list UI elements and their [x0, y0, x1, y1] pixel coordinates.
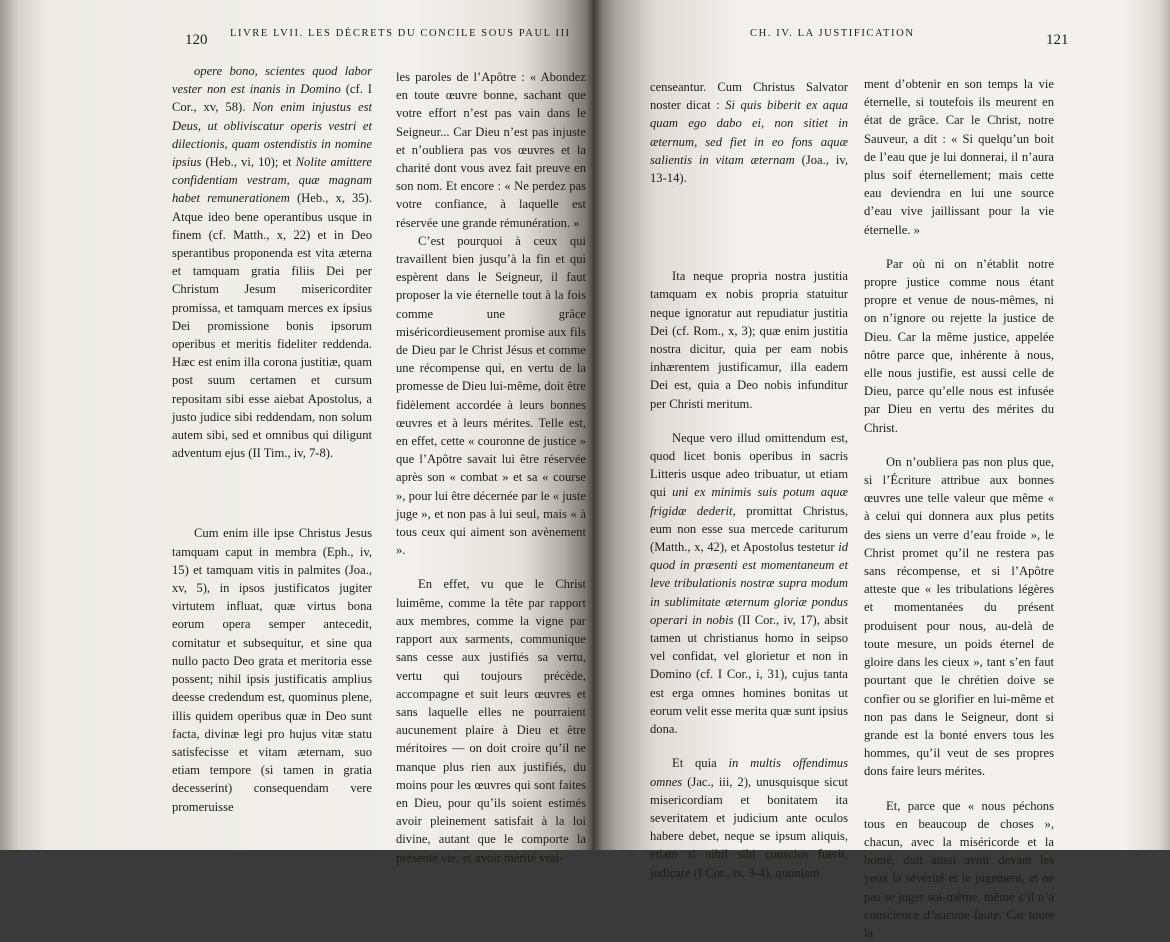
latin-column	[650, 78, 848, 882]
paragraph-gap	[396, 559, 586, 575]
text-run: En effet, vu que le Christ luimême, comme la tête par rapport aux membres, comme la vigne par rapport aux sarments, communique sans cesse aux justifiés sa vertu, vertu qui toujours précède, accompagne et suit leurs œuvres et sans laquelle elles ne pourraient aucunement plaire à Dieu et être méritoires — on doit croire qu’il ne manque plus rien aux justifiés, du moins pour les œuvres qui sont faites en Dieu, pour qu’ils soient estimés avoir pleinement satisfait à la loi divine, autant que le comporte la présente vie, et avoir mérité vrai-	[396, 577, 586, 865]
text-run: uni ex minimis suis potum aquæ frigidæ dederit	[650, 485, 848, 518]
latin-column	[172, 62, 372, 816]
paragraph	[864, 255, 1054, 437]
paragraph-gap	[864, 437, 1054, 453]
paragraph	[396, 575, 586, 866]
text-run: Nolite amittere confidentiam vestram, quæ magnam habet remunerationem	[172, 155, 372, 206]
french-column	[864, 75, 1054, 942]
text-run: (Heb., x, 35). Atque ideo bene operantibus usque in finem (cf. Matth., x, 22) et in Deo sperantibus proponenda est vita æterna et tamquam gratia filiis Dei per Christum Jesum misericorditer promissa, et tamquam merces ex ipsius Dei promissione bonis ipsorum operibus et meritis fideliter reddenda. Hæc est enim illa corona justitiæ, quam post suum certamen et cursum repositam sibi esse aiebat Apostolus, a justo judice sibi reddendam, non solum autem sibi, sed et omnibus qui diligunt adventum ejus (II Tim., iv, 7-8).	[172, 191, 372, 461]
text-run: (cf. I Cor., xv, 58).	[172, 82, 372, 115]
french-column	[396, 68, 586, 867]
text-run: On n’oubliera pas non plus que, si l’Écriture attribue aux bonnes œuvres une telle valeur que même « à celui qui donnera aux plus petits des siens un verre d’eau froide », le Christ promet qu’il ne restera pas sans récompense, et si l’Apôtre atteste que « les tribulations légères et momentanées du présent produisent pour nous, au-delà de toute mesure, un poids éternel de gloire dans les cieux », tant s’en faut pourtant que le chrétien doive se confier ou se glorifier en lui-même et non pas dans le Seigneur, dont si grande est la bonté envers tous les hommes, qu’il veut de ses propres dons faire leurs mérites.	[864, 454, 1054, 779]
paragraph	[650, 754, 848, 881]
text-run: id quod in præsenti est momentaneum et leve tribulationis nostræ supra modum in sublimitate æternum gloriæ pondus operari in nobis	[650, 540, 848, 627]
paragraph-gap	[650, 738, 848, 754]
text-run: ment d’obtenir en son temps la vie éternelle, si toutefois ils meurent en état de grâce. Car le Christ, notre Sauveur, a dit : « Si quelqu’un boit de l’eau que je lui donnerai, il n’aura plus soif éternellement; mais cette eau deviendra en lui une source d’eau vive jaillissant pour la vie éternelle. »	[864, 77, 1054, 237]
text-run: Non enim injustus est Deus, ut obliviscatur operis vestri et dilectionis, quam ostendistis in nomine ipsius	[172, 100, 372, 170]
text-run: (II Cor., iv, 17), absit tamen ut christianus homo in seipso vel confidat, vel glorietur et non in Domino (cf. I Cor., i, 31), cujus tanta est erga omnes homines bonitas ut eorum velit esse merita quæ sunt ipsius dona.	[650, 612, 848, 737]
book-gutter	[586, 0, 602, 850]
paragraph	[864, 453, 1054, 781]
text-run: Par où ni on n’établit notre propre justice comme nous étant propre et venue de nous-mêmes, ni on n’ignore ou rejette la justice de Dieu. Car la même justice, appelée nôtre parce que, inhérente à nous, elle nous justifie, est aussi celle de Dieu, parce qu’elle nous est infusée par Dieu en vertu des mérites du Christ.	[864, 256, 1054, 435]
text-run: in multis offendimus omnes	[650, 756, 849, 789]
text-run: Neque vero illud omittendum est, quod licet bonis operibus in sacris Litteris usque adeo tribuatur, ut etiam qui	[650, 430, 848, 500]
text-run: (Jac., iii, 2), unusquisque sicut misericordiam et bonitatem ita severitatem et judicium ante oculos habere debet, neque se ipsum aliquis, etiam si nihil sibi conscius fuerit, judicare (I Cor., iv, 3-4), quoniam	[650, 774, 848, 880]
text-run: opere bono, scientes quod labor vester non est inanis in Domino	[172, 64, 372, 97]
text-run: C’est pourquoi à ceux qui travaillent bien jusqu’à la fin et qui espèrent dans le Seigneur, il faut proposer la vie éternelle tout à la fois comme une grâce miséricordieusement promise aux fils de Dieu par le Christ Jésus et comme une récompense qui, en vertu de la promesse de Dieu lui-même, doit être fidèlement accordée à leurs bonnes œuvres et à leurs mérites. Telle est, en effet, cette « couronne de justice » que l’Apôtre savait lui être réservée après son « combat » et sa « course », pour lui être décernée par le « juste juge », et non pas à lui seul, mais « à tous ceux qui aiment son avènement ».	[396, 233, 586, 558]
text-run: (Joa., iv, 13-14).	[650, 152, 849, 186]
text-run: censeantur. Cum Christus Salvator noster dicat :	[650, 80, 848, 113]
left-page	[0, 0, 592, 865]
text-run: Et quia	[672, 756, 729, 771]
right-page	[592, 0, 1170, 940]
paragraph-gap	[864, 781, 1054, 797]
paragraph-gap	[864, 239, 1054, 255]
paragraph-gap	[172, 462, 372, 524]
text-run: , promittat Christus, eum non esse sua mercede cariturum (Matth., x, 42), et Apostolus testetur	[650, 503, 848, 555]
text-run: (Heb., vi, 10); et	[201, 155, 296, 170]
text-run: les paroles de l’Apôtre : « Abondez en toute œuvre bonne, sachant que votre effort n’est pas vain dans le Seigneur... Car Dieu n’est pas injuste et n’oubliera pas vos œuvres et la charité dont vous avez fait preuve en son nom. Et encore : « Ne perdez pas votre confiance, à laquelle est réservée une grande rémunération. »	[396, 70, 586, 230]
paragraph-gap	[650, 187, 848, 267]
paragraph	[396, 232, 586, 560]
paragraph	[864, 75, 1054, 239]
text-run: Ita neque propria nostra justitia tamquam ex nobis propria statuitur neque ignoratur aut repudiatur justitia Dei (cf. Rom., x, 3); quæ enim justitia nostra dicitur, quia per eam nobis inhærentem justificamur, illa eadem Dei est, quia a Deo nobis infunditur per Christi meritum.	[650, 269, 848, 411]
paragraph	[172, 524, 372, 815]
text-run: Cum enim ille ipse Christus Jesus tamquam caput in membra (Eph., iv, 15) et tamquam vitis in palmites (Joa., xv, 5), in ipsos justificatos jugiter virtutem influat, quæ virtus bona eorum opera semper antecedit, comitatur et subsequitur, et sine qua nullo pacto Deo grata et meritoria esse possent; nihil ipsis justificatis amplius deesse credendum est, quominus plene, illis quidem operibus quæ in Deo sunt facta, divinæ legi pro hujus vitæ statu satisfecisse et vitam æternam, suo etiam tempore (si tamen in gratia decesserint) consequendam vere promeruisse	[172, 526, 372, 814]
paragraph	[650, 267, 848, 413]
running-head: LIVRE LVII. LES DÉCRETS DU CONCILE SOUS PAUL III	[230, 28, 571, 39]
paragraph-gap	[650, 413, 848, 429]
paragraph	[650, 429, 848, 738]
paragraph	[650, 78, 848, 187]
page-number: 121	[1046, 32, 1069, 48]
paragraph	[864, 797, 1054, 942]
text-run: Si quis biberit ex aqua quam ego dabo ei, non sitiet in æternum, sed fiet in eo fons aquæ salientis in vitam æternam	[650, 98, 848, 167]
paragraph	[396, 68, 586, 232]
text-run: Et, parce que « nous péchons tous en beaucoup de choses », chacun, avec la miséricorde et la bonté, doit aussi avoir devant les yeux la sévérité et le jugement, et ne pas se juger soi-même, même s’il n’a conscience d’aucune faute. Car toute la	[864, 798, 1054, 940]
running-head: CH. IV. LA JUSTIFICATION	[750, 28, 915, 39]
page-number: 120	[185, 32, 208, 48]
paragraph	[172, 62, 372, 462]
